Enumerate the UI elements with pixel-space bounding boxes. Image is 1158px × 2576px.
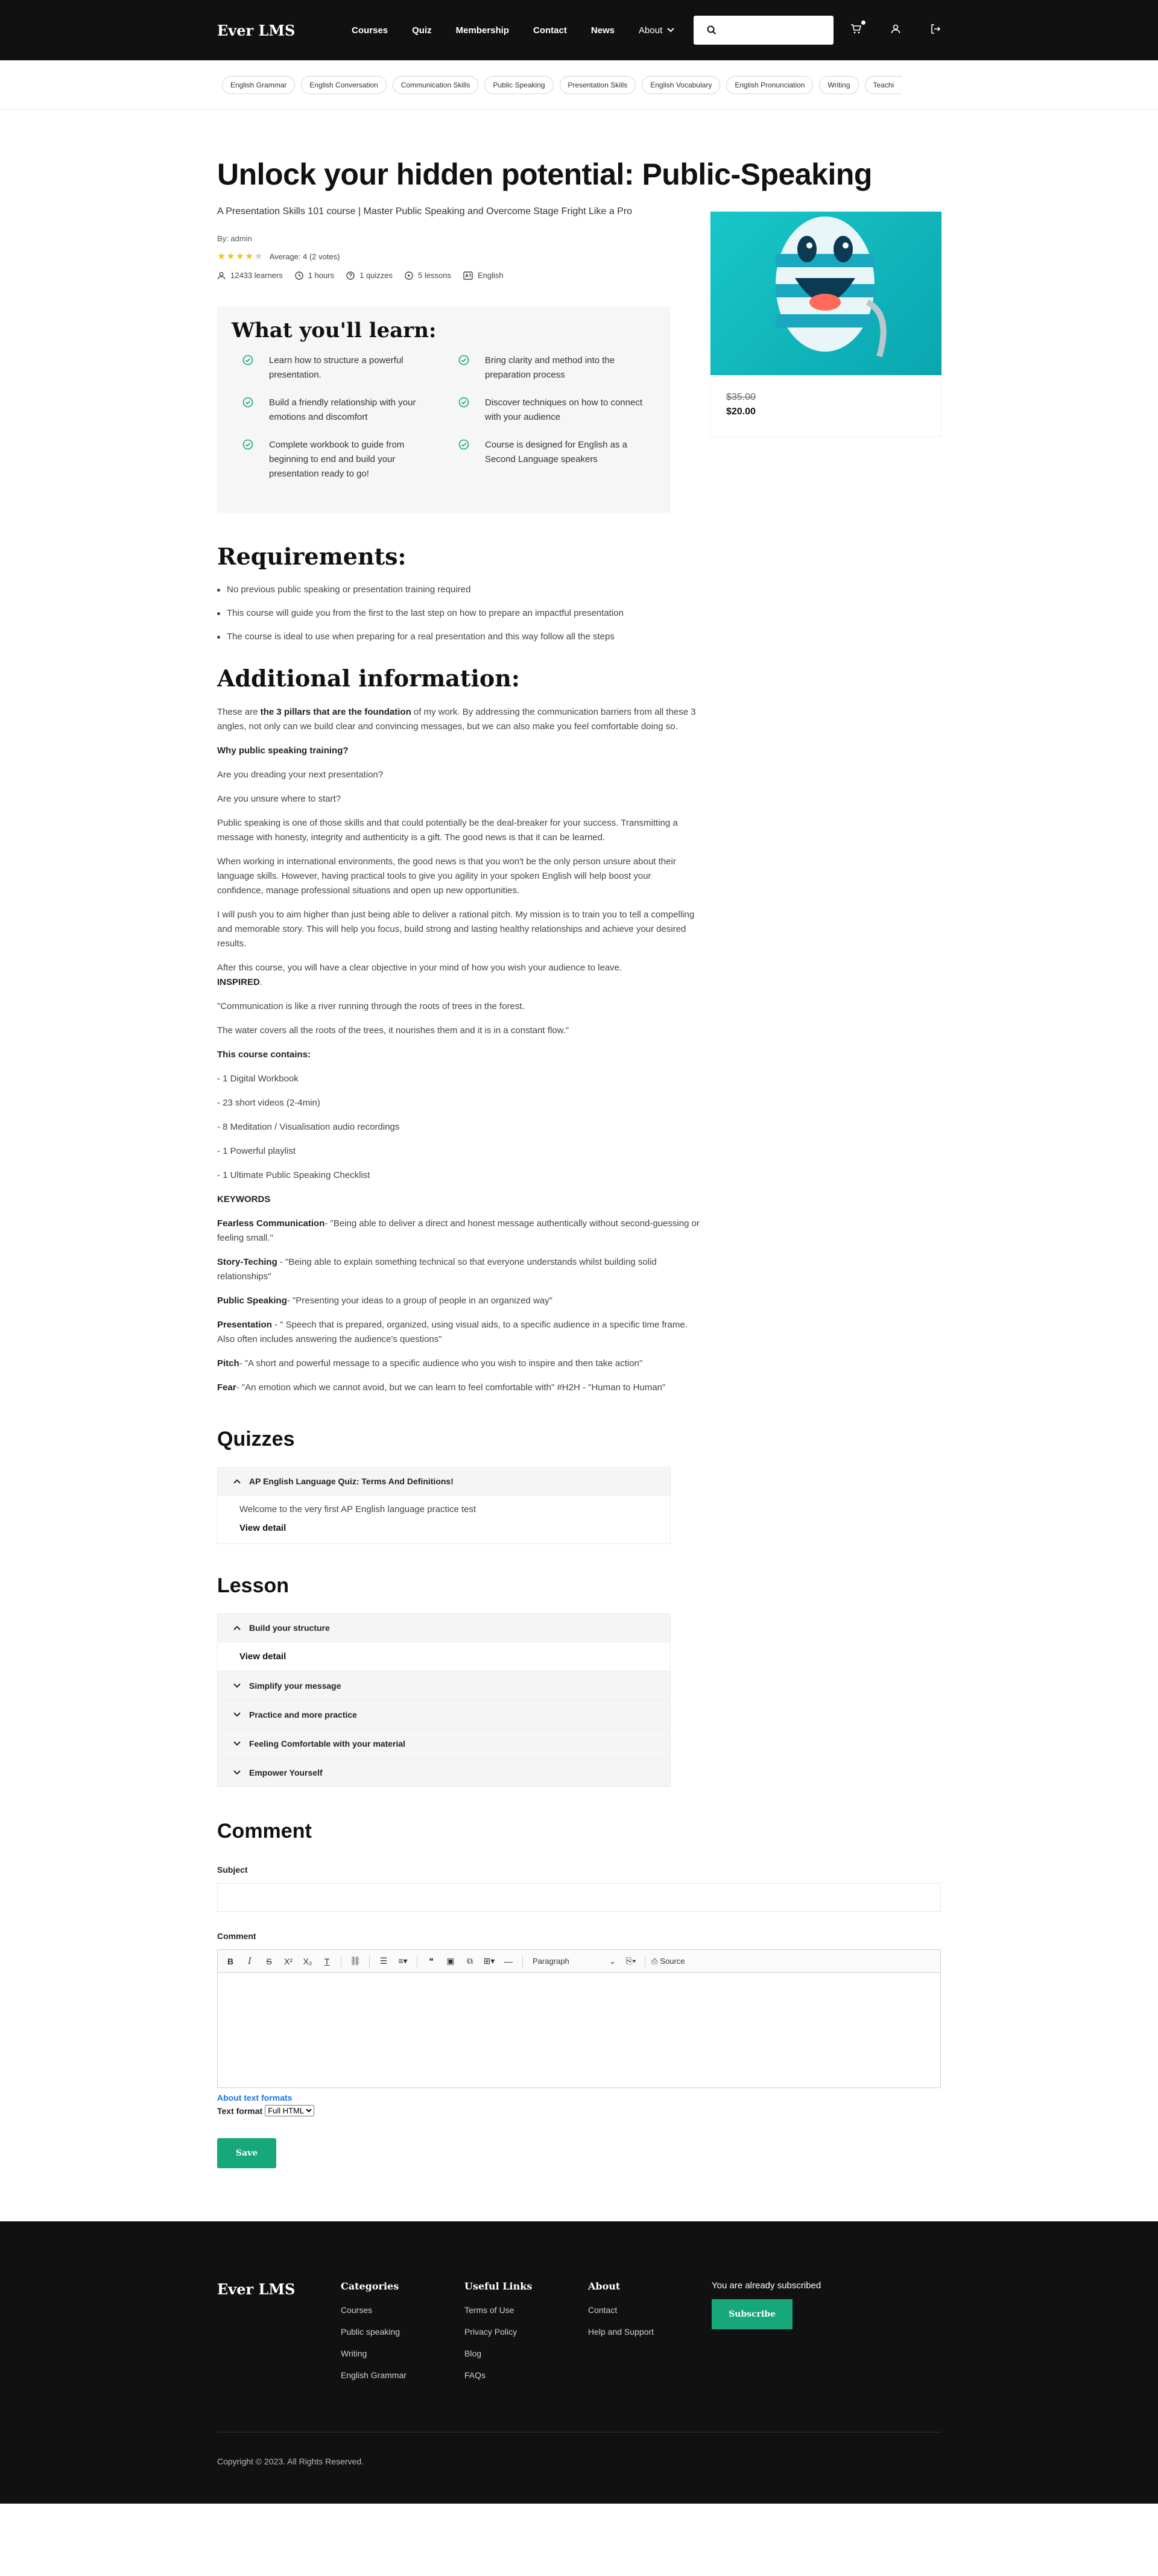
footer-logo[interactable]: Ever LMS <box>217 2280 296 2298</box>
requirement-item: The course is ideal to use when preparing for a real presentation and this way follow all the steps <box>217 631 941 642</box>
chevron-up-icon <box>233 1479 241 1484</box>
search-icon <box>707 25 717 35</box>
learn-item: Complete workbook to guide from beginning to end and build your presentation ready to go! <box>242 438 440 481</box>
info-paragraph: I will push you to aim higher than just being able to deliver a rational pitch. My mission is to train you to tell a compelling and memorable story. This will help you focus, build strong and lasting healthy relationships and achieve your desired results. <box>217 910 695 949</box>
learn-item: Bring clarity and method into the preparation process <box>458 353 656 382</box>
nav-about-label: About <box>639 25 663 36</box>
quizzes-title: Quizzes <box>217 1428 295 1451</box>
main-nav <box>352 25 674 36</box>
cart-badge <box>861 21 865 25</box>
strikethrough-icon[interactable]: S <box>266 1956 272 1966</box>
user-icon[interactable] <box>890 24 901 37</box>
footer-link[interactable]: Privacy Policy <box>464 2327 517 2337</box>
course-quizzes: 1 quizzes <box>359 271 393 280</box>
course-title: Unlock your hidden potential: Public-Speaking <box>217 157 872 191</box>
tag-english-vocabulary[interactable]: English Vocabulary <box>642 76 720 94</box>
lesson-accordion-header[interactable]: Build your structure <box>217 1613 671 1642</box>
comment-textarea[interactable] <box>218 1973 940 2087</box>
info-paragraph: These are the 3 pillars that are the foundation of my work. By addressing the communication barriers from all these 3 angles, not only can we build clear and convincing messages, but we can also make you feel comfortable doing so. <box>217 707 696 732</box>
language-icon <box>463 271 473 280</box>
info-heading: KEYWORDS <box>217 1194 271 1204</box>
tag-presentation-skills[interactable]: Presentation Skills <box>560 76 636 94</box>
tag-writing[interactable]: Writing <box>819 76 858 94</box>
learn-item: Discover techniques on how to connect with your audience <box>458 396 656 425</box>
link-icon[interactable]: ⛓ <box>350 1956 361 1966</box>
toolbar-divider <box>522 1955 523 1967</box>
lesson-section <box>217 1574 941 1787</box>
check-circle-icon <box>242 355 253 366</box>
save-button[interactable]: Save <box>217 2138 276 2168</box>
learn-title: What you'll learn: <box>232 318 437 343</box>
lesson-title: Lesson <box>217 1574 290 1597</box>
lesson-accordion-header[interactable]: Simplify your message <box>217 1671 671 1700</box>
comment-title: Comment <box>217 1820 312 1843</box>
remove-format-icon[interactable]: T <box>324 1956 330 1966</box>
contains-item: - 8 Meditation / Visualisation audio recordings <box>217 1122 400 1132</box>
footer-link[interactable]: Contact <box>588 2305 618 2315</box>
lesson-view-detail-link[interactable]: View detail <box>239 1651 286 1662</box>
subscript-icon[interactable]: X₂ <box>303 1956 312 1966</box>
lesson-accordion-header[interactable]: Feeling Comfortable with your material <box>217 1729 671 1758</box>
price-current: $20.00 <box>726 407 756 417</box>
cart-icon[interactable] <box>850 24 861 37</box>
check-circle-icon <box>458 397 469 408</box>
chevron-up-icon <box>233 1625 241 1630</box>
course-language: English <box>477 271 504 280</box>
site-header <box>0 0 1158 60</box>
chevron-down-icon <box>233 1741 241 1746</box>
footer-link[interactable]: Courses <box>341 2305 373 2315</box>
course-meta <box>217 271 710 280</box>
subscribe-button[interactable]: Subscribe <box>712 2299 793 2329</box>
footer-link[interactable]: FAQs <box>464 2370 486 2380</box>
chevron-down-icon <box>233 1770 241 1775</box>
course-author: By: admin <box>217 234 252 243</box>
footer-link[interactable]: Public speaking <box>341 2327 400 2337</box>
site-logo[interactable]: Ever LMS <box>217 21 296 39</box>
check-circle-icon <box>242 397 253 408</box>
keyword-item: Pitch- "A short and powerful message to a specific audience who you wish to inspire and then take action" <box>217 1358 643 1369</box>
learn-item: Build a friendly relationship with your emotions and discomfort <box>242 396 440 425</box>
info-paragraph: When working in international environments, the good news is that you won't be the only person unsure about their language skills. However, having practical tools to give you agility in your spoken English will help boost your confidence, manage professional situations and open up new opportunities. <box>217 856 676 896</box>
about-text-formats-link[interactable]: About text formats <box>217 2093 293 2103</box>
footer-link[interactable]: English Grammar <box>341 2370 407 2380</box>
rating-text: Average: 4 (2 votes) <box>269 252 340 261</box>
footer-subscribe <box>712 2280 821 2392</box>
info-quote: The water covers all the roots of the trees, it nourishes them and it is in a constant flow." <box>217 1025 569 1036</box>
info-paragraph: Are you unsure where to start? <box>217 794 341 804</box>
rating-stars[interactable]: ★★★★★ <box>217 252 264 262</box>
nav-courses[interactable]: Courses <box>352 25 388 36</box>
keyword-item: Fearless Communication- "Being able to deliver a direct and honest message authentically without second-guessing or feeling small." <box>217 1218 700 1243</box>
learners-count: 12433 learners <box>230 271 283 280</box>
text-format-select[interactable] <box>265 2105 314 2116</box>
category-tags-bar <box>0 60 1158 110</box>
check-circle-icon <box>458 439 469 450</box>
footer-link[interactable]: Help and Support <box>588 2327 654 2337</box>
tag-communication-skills[interactable]: Communication Skills <box>393 76 479 94</box>
footer-categories: Categories Courses Public speaking Writing English Grammar <box>341 2280 464 2392</box>
tag-english-conversation[interactable]: English Conversation <box>301 76 386 94</box>
editor-toolbar <box>218 1950 940 1973</box>
price-original: $35.00 <box>726 392 756 402</box>
quiz-accordion-header[interactable] <box>217 1467 671 1496</box>
toolbar-divider <box>369 1955 370 1967</box>
what-you-learn-box <box>217 306 671 513</box>
keyword-item: Story-Teching - "Being able to explain something technical so that everyone understands whilst building solid relationships" <box>217 1257 657 1282</box>
source-icon: ⎙ <box>651 1956 658 1966</box>
footer-link[interactable]: Writing <box>341 2349 367 2358</box>
keyword-item: Fear- "An emotion which we cannot avoid, but we can learn to feel comfortable with" #H2H - "Human to Human" <box>217 1382 666 1393</box>
requirements-title: Requirements: <box>217 543 407 570</box>
info-heading: Why public speaking training? <box>217 745 349 756</box>
learn-item: Learn how to structure a powerful presentation. <box>242 353 440 382</box>
lesson-accordion-body <box>217 1642 671 1671</box>
info-paragraph: Are you dreading your next presentation? <box>217 770 384 780</box>
contains-item: - 1 Ultimate Public Speaking Checklist <box>217 1170 370 1180</box>
subject-label: Subject <box>217 1865 248 1875</box>
quiz-title: AP English Language Quiz: Terms And Definitions! <box>249 1476 454 1486</box>
requirements-section <box>217 543 941 642</box>
header-icons <box>850 24 941 37</box>
copyright: Copyright © 2023. All Rights Reserved. <box>217 2432 941 2466</box>
keyword-item: Public Speaking- "Presenting your ideas to a group of people in an organized way" <box>217 1296 552 1306</box>
italic-icon[interactable]: I <box>248 1956 252 1966</box>
additional-info-section <box>217 665 700 1395</box>
info-paragraph: After this course, you will have a clear objective in your mind of how you wish your audience to leave. INSPIRED. <box>217 963 622 987</box>
numbered-list-icon[interactable]: ≡▾ <box>398 1956 408 1966</box>
contains-item: - 1 Digital Workbook <box>217 1074 299 1084</box>
chevron-down-icon <box>233 1683 241 1688</box>
nav-membership[interactable]: Membership <box>455 25 509 36</box>
logout-icon[interactable] <box>930 24 941 37</box>
comment-section <box>217 1820 941 2168</box>
main-content <box>217 157 941 2168</box>
image-icon[interactable]: ▣ <box>446 1956 455 1966</box>
chevron-down-icon <box>233 1712 241 1717</box>
nav-contact[interactable]: Contact <box>533 25 567 36</box>
quiz-view-detail-link[interactable]: View detail <box>239 1523 286 1533</box>
blockquote-icon[interactable]: ❝ <box>429 1956 434 1966</box>
tag-english-pronunciation[interactable]: English Pronunciation <box>726 76 813 94</box>
footer-useful-links: Useful Links Terms of Use Privacy Policy Blog FAQs <box>464 2280 588 2392</box>
course-price-card <box>710 211 941 437</box>
footer-link[interactable]: Blog <box>464 2349 482 2358</box>
quiz-description: Welcome to the very first AP English language practice test <box>239 1504 476 1514</box>
text-format-label: Text format <box>217 2106 263 2116</box>
contains-item: - 23 short videos (2-4min) <box>217 1098 320 1108</box>
lesson-accordion-header[interactable]: Practice and more practice <box>217 1700 671 1729</box>
keyword-item: Presentation - " Speech that is prepared, organized, using visual aids, to a specific audience in a specific time frame. Also often includes answering the audience's questions" <box>217 1320 688 1344</box>
info-heading: This course contains: <box>217 1049 311 1060</box>
learners-icon <box>217 271 226 280</box>
info-quote: "Communication is like a river running through the roots of trees in the forest. <box>217 1001 525 1011</box>
tag-public-speaking[interactable]: Public Speaking <box>484 76 553 94</box>
source-button[interactable]: ⎙ Source <box>651 1956 685 1966</box>
check-circle-icon <box>242 439 253 450</box>
microphone-mascot-illustration <box>710 212 941 375</box>
horizontal-line-icon[interactable]: — <box>504 1956 513 1966</box>
search-input[interactable] <box>694 16 834 45</box>
footer-about: About Contact Help and Support <box>588 2280 712 2392</box>
clock-icon <box>295 271 303 280</box>
media-icon[interactable]: ⧉ <box>467 1956 473 1966</box>
paragraph-format-dropdown[interactable]: Paragraph ⌄ <box>533 1956 616 1966</box>
contains-item: - 1 Powerful playlist <box>217 1146 296 1156</box>
code-block-icon[interactable]: ⎘▾ <box>625 1956 636 1966</box>
tag-teaching[interactable]: Teachi <box>865 76 902 94</box>
requirement-item: No previous public speaking or presentation training required <box>217 584 941 595</box>
subscribed-status: You are already subscribed <box>712 2280 821 2291</box>
bulleted-list-icon[interactable]: ☰ <box>379 1956 388 1966</box>
course-image[interactable] <box>710 212 941 375</box>
comment-editor <box>217 1949 941 2088</box>
nav-quiz[interactable]: Quiz <box>412 25 432 36</box>
text-format-row <box>217 2105 941 2116</box>
course-hours: 1 hours <box>308 271 335 280</box>
course-subtitle: A Presentation Skills 101 course | Master Public Speaking and Overcome Stage Fright Like a Pro <box>217 206 633 217</box>
learn-item: Course is designed for English as a Second Language speakers <box>458 438 656 481</box>
additional-title: Additional information: <box>217 665 520 692</box>
chevron-down-icon <box>667 28 674 33</box>
course-lessons: 5 lessons <box>418 271 451 280</box>
site-footer <box>0 2221 1158 2504</box>
lessons-icon <box>405 271 413 280</box>
course-rating <box>217 250 710 262</box>
quizzes-section <box>217 1428 941 1544</box>
check-circle-icon <box>458 355 469 366</box>
table-icon[interactable]: ⊞▾ <box>483 1956 495 1966</box>
chevron-down-icon: ⌄ <box>609 1956 616 1966</box>
comment-label: Comment <box>217 1931 256 1941</box>
lesson-accordion-header[interactable]: Empower Yourself <box>217 1758 671 1787</box>
quiz-icon <box>346 271 355 280</box>
nav-news[interactable]: News <box>590 25 615 36</box>
superscript-icon[interactable]: X² <box>284 1956 293 1966</box>
bold-icon[interactable]: B <box>227 1956 234 1966</box>
footer-link[interactable]: Terms of Use <box>464 2305 514 2315</box>
nav-about[interactable] <box>639 25 674 36</box>
info-paragraph: Public speaking is one of those skills and that could potentially be the deal-breaker for your success. Transmitting a message with honesty, integrity and authenticity is a gift. The good news is that it can be learned. <box>217 818 678 843</box>
quiz-accordion-body <box>217 1496 671 1544</box>
tag-english-grammar[interactable]: English Grammar <box>222 76 295 94</box>
subject-input[interactable] <box>217 1883 941 1912</box>
requirement-item: This course will guide you from the first to the last step on how to prepare an impactful presentation <box>217 608 941 618</box>
